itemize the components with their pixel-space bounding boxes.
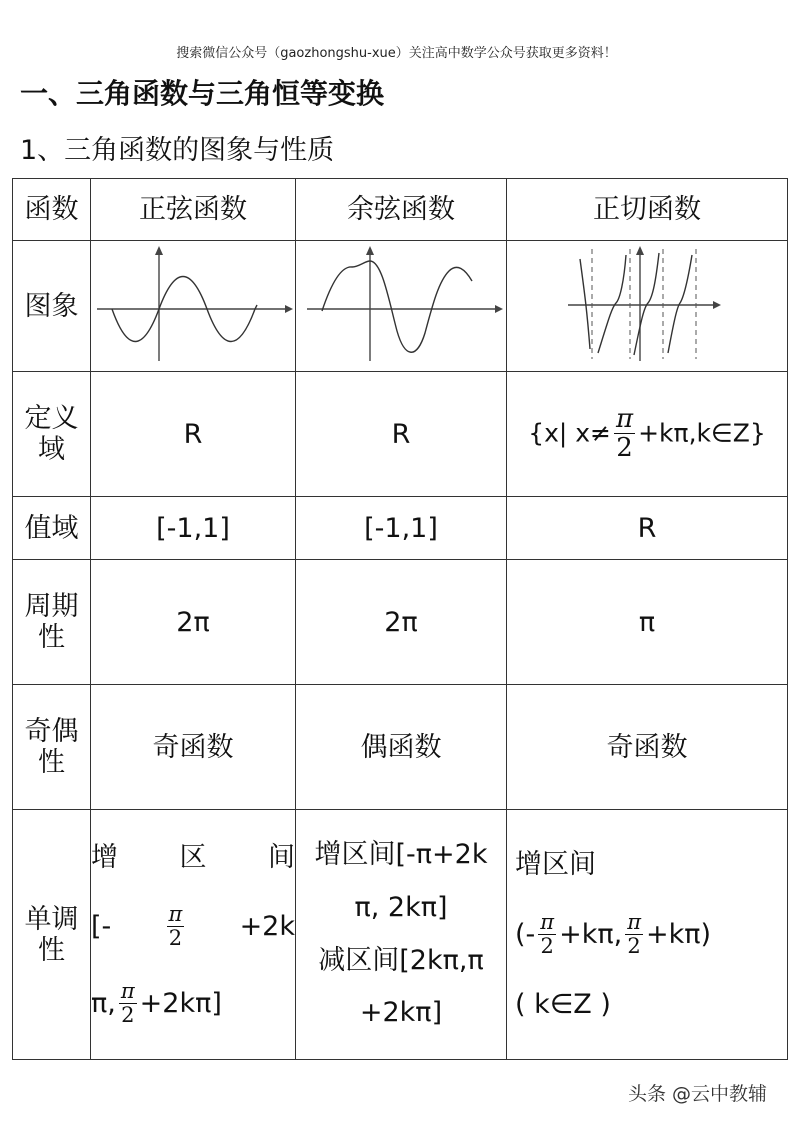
parity-label-line2: 性: [38, 747, 65, 779]
sine-parity: 奇函数: [91, 685, 296, 810]
top-note: 搜索微信公众号（gaozhongshu-xue）关注高中数学公众号获取更多资料！: [176, 46, 617, 61]
monotonicity-label: [13, 810, 91, 1060]
cosine-graph: [297, 241, 506, 364]
cosine-graph-cell: [296, 241, 507, 372]
sine-mono-word: 区: [179, 842, 207, 874]
subsection-title: 1、三角函数的图象与性质: [20, 135, 335, 166]
pi-over-2-fraction: [614, 403, 635, 463]
sine-graph: [92, 241, 295, 364]
sine-period: 2π: [91, 560, 296, 685]
sine-mono-suffix: +2kπ]: [139, 988, 222, 1020]
tan-mono-prefix: (-: [515, 919, 536, 951]
header-row: [13, 179, 788, 241]
tan-mono-line1: 增区间: [515, 849, 596, 881]
monotonicity-label-line2: 性: [38, 934, 65, 966]
cosine-domain: R: [296, 372, 507, 497]
header-function: 函数: [13, 179, 91, 241]
sine-mono-prefix: π,: [91, 988, 116, 1020]
fraction-numerator: π: [120, 979, 135, 1004]
fraction-denominator: 2: [616, 432, 633, 463]
monotonicity-row: [13, 810, 788, 1060]
period-label-line1: 周期: [24, 591, 79, 622]
fraction-numerator: π: [540, 910, 555, 935]
graph-row: [13, 241, 788, 372]
sine-mono-word: 增: [91, 842, 118, 874]
tan-domain-suffix: +kπ,k∈Z}: [638, 418, 766, 448]
domain-label: [13, 372, 91, 497]
tangent-parity: 奇函数: [507, 685, 788, 810]
pi-over-2-fraction: [119, 980, 137, 1026]
fraction-numerator: π: [616, 403, 634, 434]
pi-over-2-fraction: [625, 911, 643, 957]
sine-mono-prefix: [-: [91, 911, 112, 943]
trig-properties-table: [12, 178, 788, 1060]
sine-monotonicity: [91, 810, 296, 1060]
cos-mono-line2: π, 2kπ]: [354, 891, 448, 923]
tangent-graph: [508, 241, 787, 364]
period-label: [13, 560, 91, 685]
fraction-denominator: 2: [168, 925, 183, 950]
tan-mono-line2: [515, 893, 787, 977]
section-title: 一、三角函数与三角恒等变换: [20, 77, 385, 110]
sine-graph-cell: [91, 241, 296, 372]
tan-mono-suffix: +kπ): [646, 919, 712, 951]
fraction-numerator: π: [168, 902, 183, 927]
domain-row: [13, 372, 788, 497]
cosine-parity: 偶函数: [296, 685, 507, 810]
parity-row: [13, 685, 788, 810]
tangent-period: π: [507, 560, 788, 685]
header-sine: 正弦函数: [91, 179, 296, 241]
tangent-domain: [507, 372, 788, 497]
domain-label-line1: 定义: [24, 403, 79, 434]
range-row: [13, 497, 788, 560]
period-label-line2: 性: [38, 622, 65, 654]
sine-range: [-1,1]: [91, 497, 296, 560]
tangent-graph-cell: [507, 241, 788, 372]
fraction-numerator: π: [627, 910, 642, 935]
parity-label-line1: 奇偶: [24, 716, 79, 747]
parity-label: [13, 685, 91, 810]
fraction-denominator: 2: [540, 933, 554, 958]
cos-mono-line4: +2kπ]: [359, 997, 443, 1029]
sine-mono-line3: [91, 969, 295, 1039]
monotonicity-label-line1: 单调: [24, 903, 79, 935]
sine-domain: R: [91, 372, 296, 497]
tangent-range: R: [507, 497, 788, 560]
tan-domain-prefix: {x| x≠: [528, 418, 611, 448]
period-row: [13, 560, 788, 685]
tan-mono-line3: ( k∈Z ): [515, 989, 611, 1021]
tangent-monotonicity: [507, 810, 788, 1060]
domain-label-line2: 域: [38, 434, 65, 466]
cosine-monotonicity: [296, 810, 507, 1060]
range-label: 值域: [13, 497, 91, 560]
cosine-period: 2π: [296, 560, 507, 685]
pi-over-2-fraction: [167, 903, 185, 949]
fraction-denominator: 2: [627, 933, 641, 958]
pi-over-2-fraction: [538, 911, 556, 957]
sine-mono-line2: [91, 885, 295, 969]
cos-mono-line1: 增区间[-π+2k: [314, 839, 488, 871]
watermark: 头条 @云中教辅: [628, 1083, 768, 1105]
cos-mono-line3: 减区间[2kπ,π: [318, 944, 484, 976]
graph-label: 图象: [13, 241, 91, 372]
tan-mono-middle: +kπ,: [559, 919, 623, 951]
cosine-range: [-1,1]: [296, 497, 507, 560]
fraction-denominator: 2: [121, 1002, 135, 1027]
sine-mono-line1: [91, 831, 295, 885]
sine-mono-suffix: +2k: [239, 911, 295, 943]
header-cosine: 余弦函数: [296, 179, 507, 241]
header-tangent: 正切函数: [507, 179, 788, 241]
sine-mono-word: 间: [268, 842, 295, 874]
